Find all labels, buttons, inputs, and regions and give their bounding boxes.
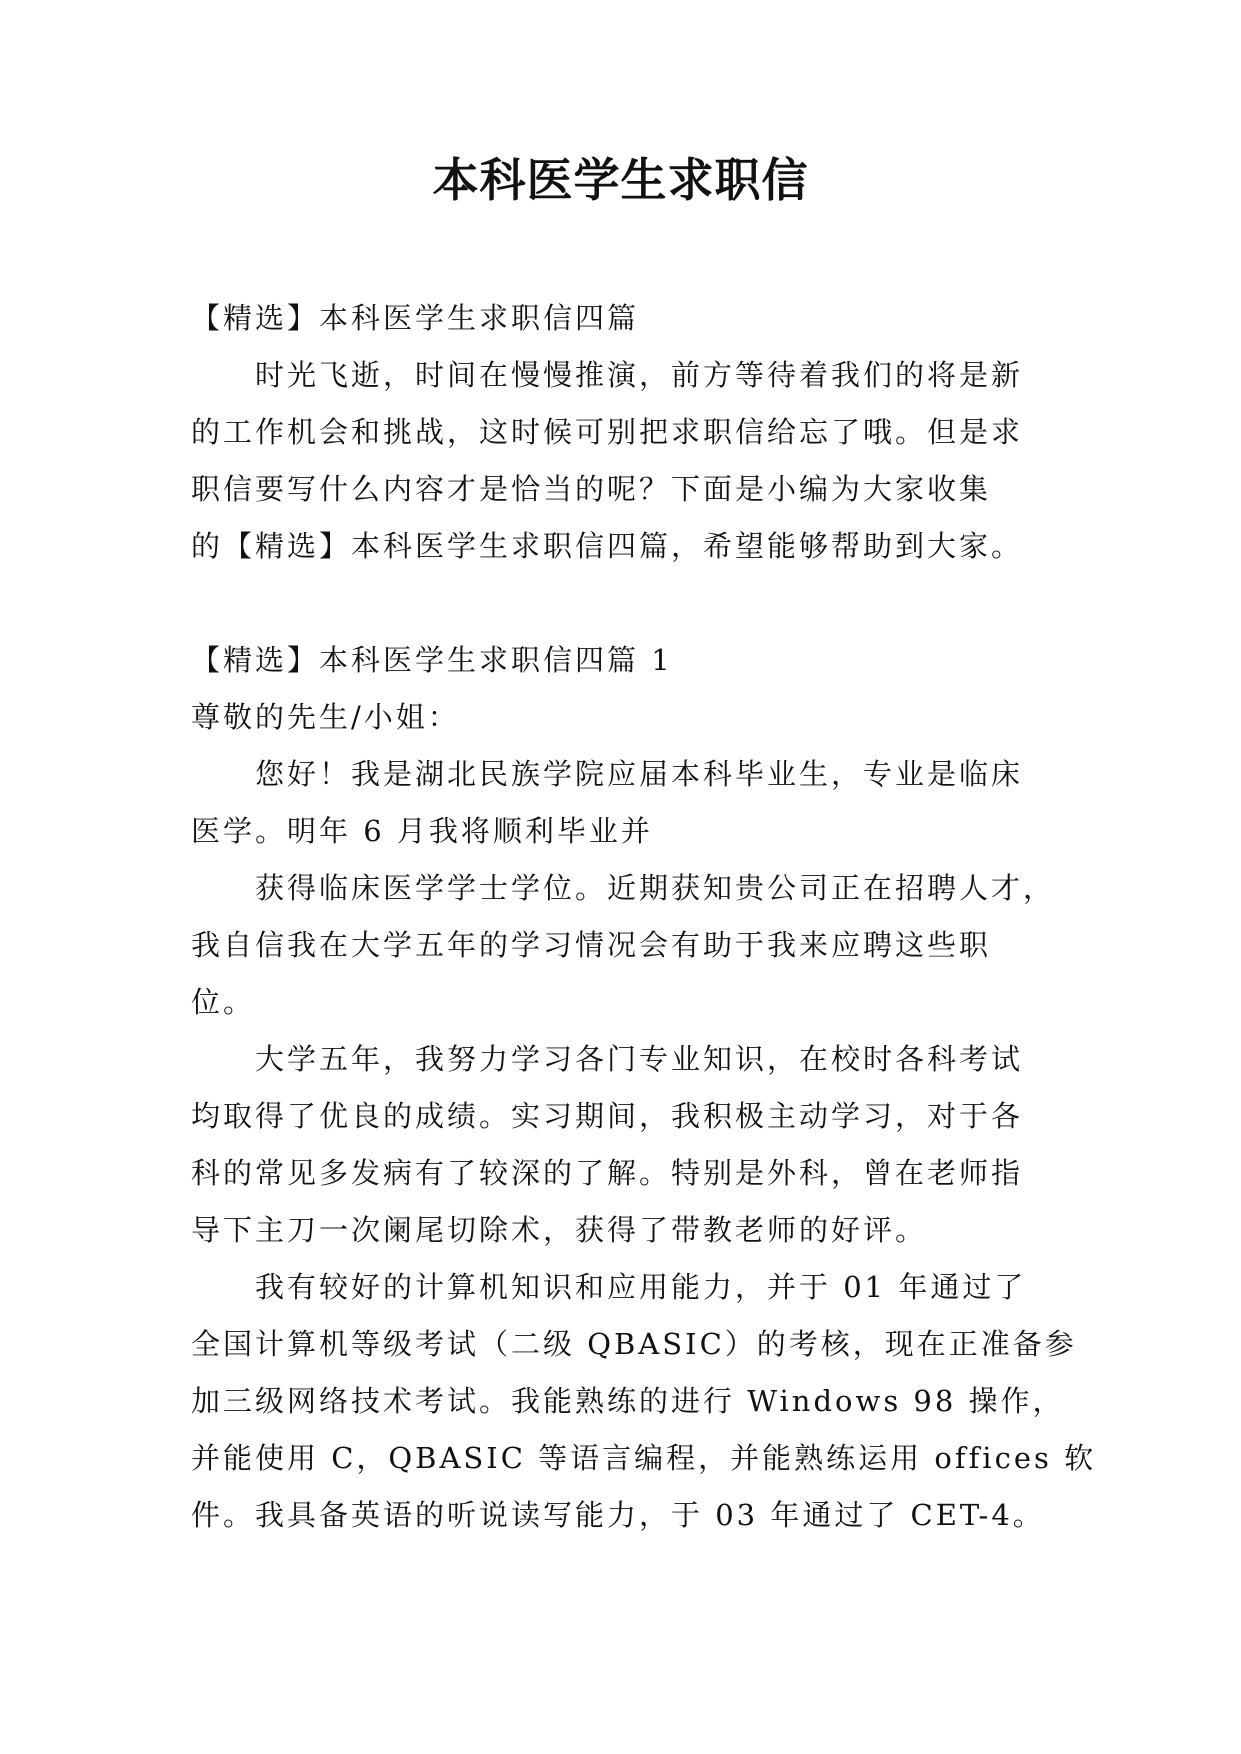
letter-paragraph-line: 导下主刀一次阑尾切除术，获得了带教老师的好评。 xyxy=(191,1213,928,1247)
letter-paragraph-line: 位。 xyxy=(191,985,256,1019)
intro-paragraph-line: 的工作机会和挑战，这时候可别把求职信给忘了哦。但是求 xyxy=(191,415,1024,449)
letter-paragraph-line: 并能使用 C，QBASIC 等语言编程，并能熟练运用 offices 软 xyxy=(191,1441,1097,1475)
letter-paragraph-line: 我自信我在大学五年的学习情况会有助于我来应聘这些职 xyxy=(191,928,992,962)
letter-paragraph-line: 大学五年，我努力学习各门专业知识，在校时各科考试 xyxy=(255,1042,1024,1076)
letter-paragraph-line: 医学。明年 6 月我将顺利毕业并 xyxy=(191,814,653,848)
letter-salutation: 尊敬的先生/小姐： xyxy=(191,700,460,734)
document-body xyxy=(191,290,1097,1544)
letter-paragraph-line: 您好！我是湖北民族学院应届本科毕业生，专业是临床 xyxy=(255,757,1024,791)
intro-paragraph-line: 职信要写什么内容才是恰当的呢？下面是小编为大家收集 xyxy=(191,472,992,506)
intro-paragraph-line: 的【精选】本科医学生求职信四篇，希望能够帮助到大家。 xyxy=(191,529,1024,563)
letter-paragraph-line: 件。我具备英语的听说读写能力，于 03 年通过了 CET-4。 xyxy=(191,1498,1045,1532)
letter-paragraph-line: 均取得了优良的成绩。实习期间，我积极主动学习，对于各 xyxy=(191,1099,1024,1133)
letter-paragraph-line: 我有较好的计算机知识和应用能力，并于 01 年通过了 xyxy=(255,1270,1027,1304)
section-gap xyxy=(191,575,1061,632)
document-title: 本科医学生求职信 xyxy=(432,153,809,207)
letter-paragraph-line: 获得临床医学学士学位。近期获知贵公司正在招聘人才， xyxy=(255,871,1056,905)
intro-heading: 【精选】本科医学生求职信四篇 xyxy=(191,301,640,335)
letter-paragraph-line: 全国计算机等级考试（二级 QBASIC）的考核，现在正准备参 xyxy=(191,1327,1077,1361)
letter-paragraph-line: 科的常见多发病有了较深的了解。特别是外科，曾在老师指 xyxy=(191,1156,1024,1190)
letter-paragraph-line: 加三级网络技术考试。我能熟练的进行 Windows 98 操作， xyxy=(191,1384,1065,1418)
letter-heading: 【精选】本科医学生求职信四篇 1 xyxy=(191,643,673,677)
intro-paragraph-line: 时光飞逝，时间在慢慢推演，前方等待着我们的将是新 xyxy=(255,358,1024,392)
